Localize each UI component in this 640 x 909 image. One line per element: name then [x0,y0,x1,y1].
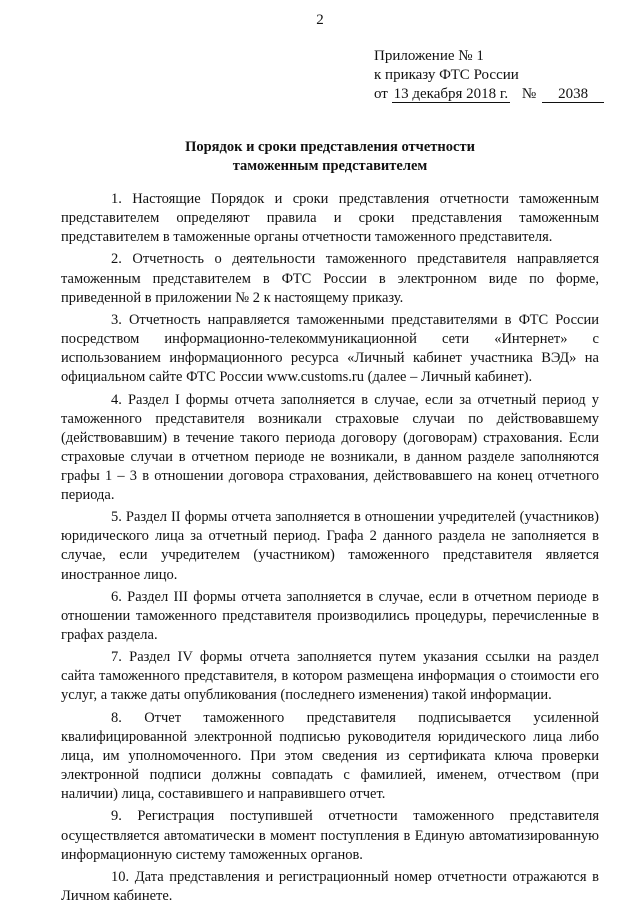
document-title-line-2: таможенным представителем [232,158,428,174]
paragraph-8: 8. Отчет таможенного представителя подписывается усиленной квалифицированной электронной подписью руководителя юридического лица либо лица, им уполномоченного. При этом сведения из сертификата ключа проверки электронной подписи должны совпадать с фамилией, именем, отчеством (при наличии) лица, составившего и направившего отчет. [61,709,599,803]
paragraph-7: 7. Раздел IV формы отчета заполняется путем указания ссылки на раздел сайта таможенного представителя, в котором размещена информация о стоимости его услуг, а также даты опубликования (последнего изменения) такой информации. [61,649,599,704]
paragraph-10: 10. Дата представления и регистрационный номер отчетности отражаются в Личном кабинете. [61,868,599,904]
document-title-line-1: Порядок и сроки представления отчетности [185,139,475,155]
appendix-number: 2038 [542,87,604,103]
paragraph-1: 1. Настоящие Порядок и сроки представления отчетности таможенным представителем определяют правила и сроки представления таможенным представителем в таможенные органы отчетности таможенного представителя. [61,191,599,246]
appendix-number-label: № [521,86,537,102]
paragraph-3: 3. Отчетность направляется таможенными представителями в ФТС России посредством информационно-телекоммуникационной сети «Интернет» с использованием информационного ресурса «Личный кабинет участника ВЭД» на официальном сайте ФТС России www.customs.ru (далее – Личный кабинет). [61,311,599,386]
document-body [61,190,599,909]
paragraph-5: 5. Раздел II формы отчета заполняется в отношении учредителей (участников) юридического лица за отчетный период. Графа 2 данного раздела не заполняется в случае, если учредителем (участником) таможенного представителя является иностранное лицо. [61,509,599,583]
page-number: 2 [316,12,324,28]
paragraph-6: 6. Раздел III формы отчета заполняется в случае, если в отчетном периоде в отношении таможенного представителя производились процедуры, перечисленные в графах раздела. [61,588,599,643]
appendix-date-line [374,85,604,104]
appendix-date: 13 декабря 2018 г. [393,86,509,102]
paragraph-2: 2. Отчетность о деятельности таможенного представителя направляется таможенным представителем в ФТС России в электронном виде по форме, приведенной в приложении № 2 к настоящему приказу. [61,251,599,306]
appendix-from-label: от [374,86,388,102]
appendix-order-ref: к приказу ФТС России [374,67,519,83]
appendix-header [374,47,604,104]
appendix-title: Приложение № 1 [374,48,484,64]
paragraph-9: 9. Регистрация поступившей отчетности таможенного представителя осуществляется автоматически в момент поступления в Единую автоматизированную информационную систему таможенных органов. [61,808,599,863]
paragraph-4: 4. Раздел I формы отчета заполняется в случае, если за отчетный период у таможенного представителя возникали страховые случаи по действовавшему (действовавшим) в течение такого периода договору (договорам) страхования. Если страховые случаи в отчетном периоде не возникали, в данном разделе заполняются графы 1 – 3 в отношении договора страхования, действовавшего на конец отчетного периода. [61,391,599,503]
document-title [80,138,580,176]
